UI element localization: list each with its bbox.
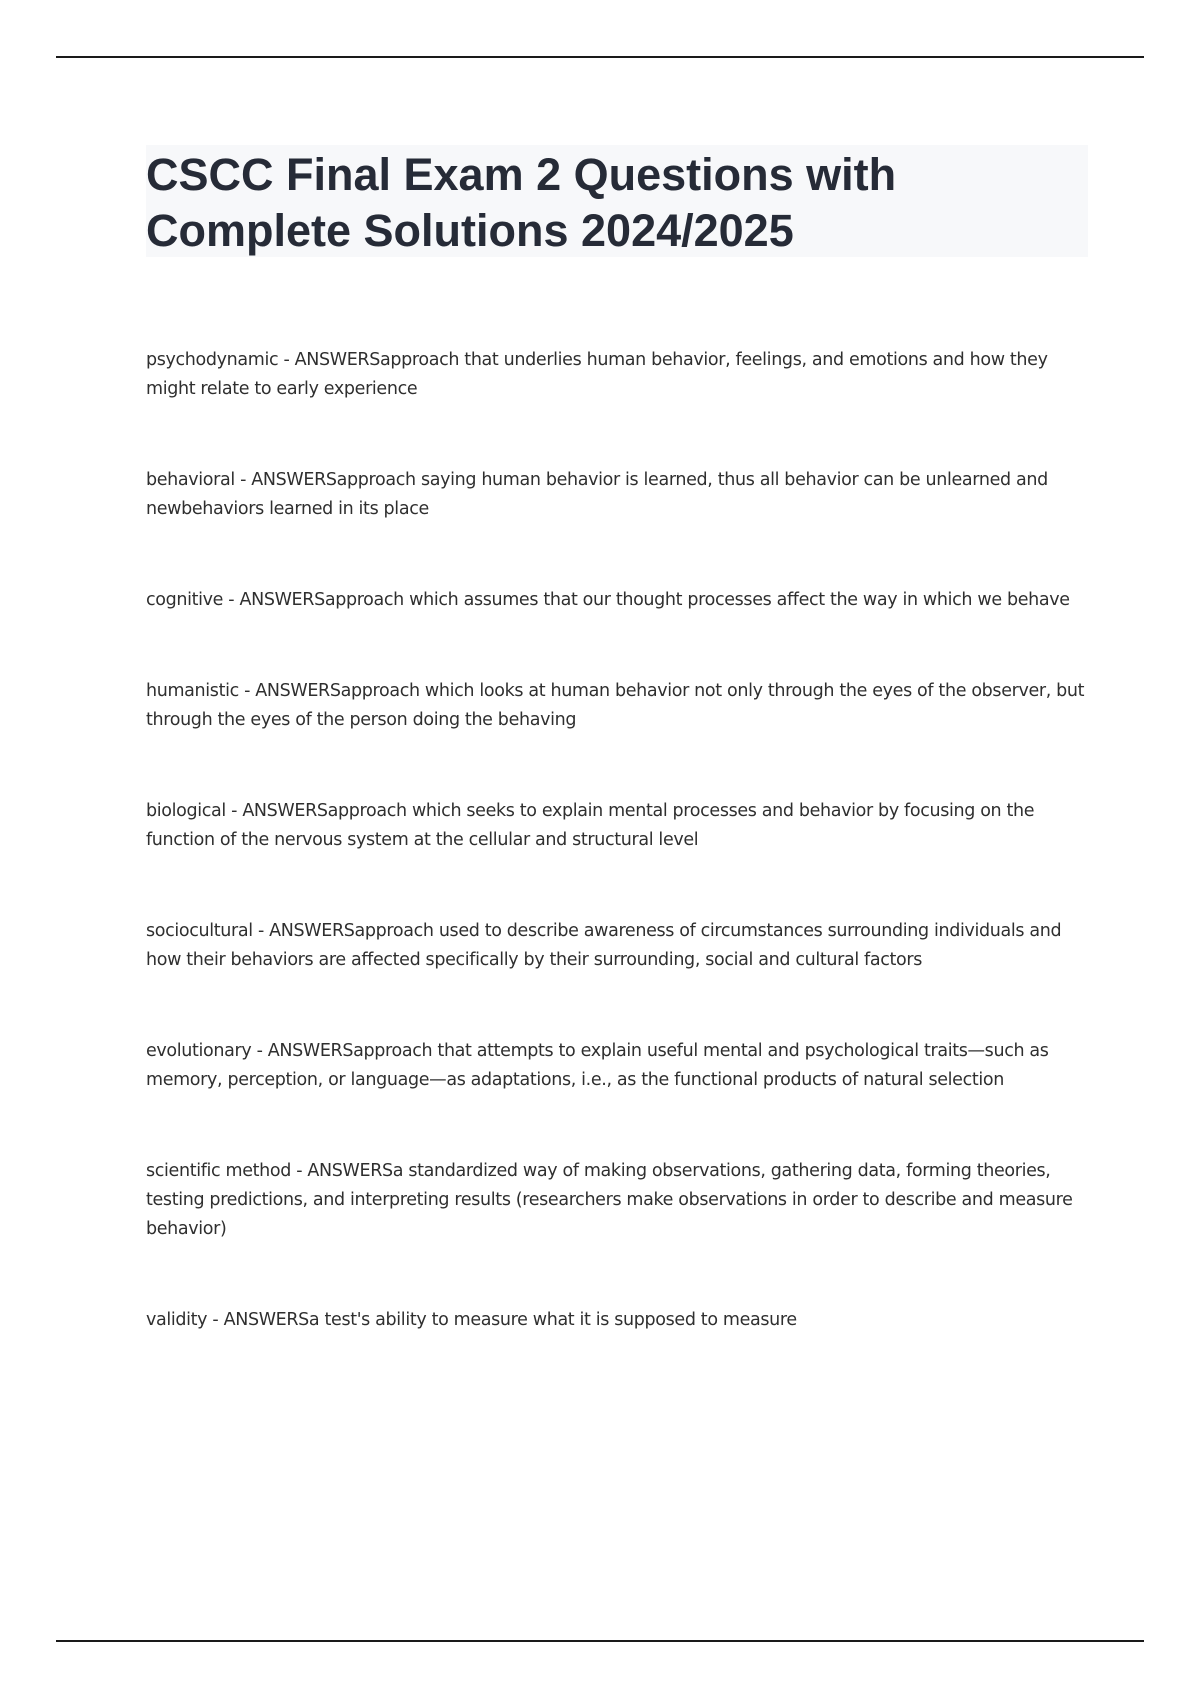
- qa-entry-cognitive: cognitive - ANSWERSapproach which assumes that our thought processes affect the way in which we behave: [146, 590, 1070, 610]
- qa-entry-scientific-method: scientific method - ANSWERSa standardized way of making observations, gathering data, forming theories, testing predictions, and interpreting results (researchers make observations in order to describe and measure behavior): [146, 1161, 1073, 1239]
- title-block: [146, 145, 1088, 257]
- qa-entry-evolutionary: evolutionary - ANSWERSapproach that attempts to explain useful mental and psychological traits—such as memory, perception, or language—as adaptations, i.e., as the functional products of natural selection: [146, 1041, 1049, 1090]
- qa-entry-behavioral: behavioral - ANSWERSapproach saying human behavior is learned, thus all behavior can be unlearned and newbehaviors learned in its place: [146, 470, 1048, 519]
- document-title: CSCC Final Exam 2 Questions with Complete Solutions 2024/2025: [146, 149, 897, 256]
- qa-entry-psychodynamic: psychodynamic - ANSWERSapproach that underlies human behavior, feelings, and emotions and how they might relate to early experience: [146, 350, 1048, 399]
- footer-rule: [56, 1640, 1144, 1642]
- header-rule: [56, 56, 1144, 58]
- qa-list: [146, 346, 1091, 1335]
- qa-entry-biological: biological - ANSWERSapproach which seeks to explain mental processes and behavior by focusing on the function of the nervous system at the cellular and structural level: [146, 801, 1035, 850]
- qa-entry-humanistic: humanistic - ANSWERSapproach which looks at human behavior not only through the eyes of the observer, but through the eyes of the person doing the behaving: [146, 681, 1085, 730]
- qa-entry-sociocultural: sociocultural - ANSWERSapproach used to describe awareness of circumstances surrounding individuals and how their behaviors are affected specifically by their surrounding, social and cultural factors: [146, 921, 1062, 970]
- qa-entry-validity: validity - ANSWERSa test's ability to measure what it is supposed to measure: [146, 1310, 797, 1330]
